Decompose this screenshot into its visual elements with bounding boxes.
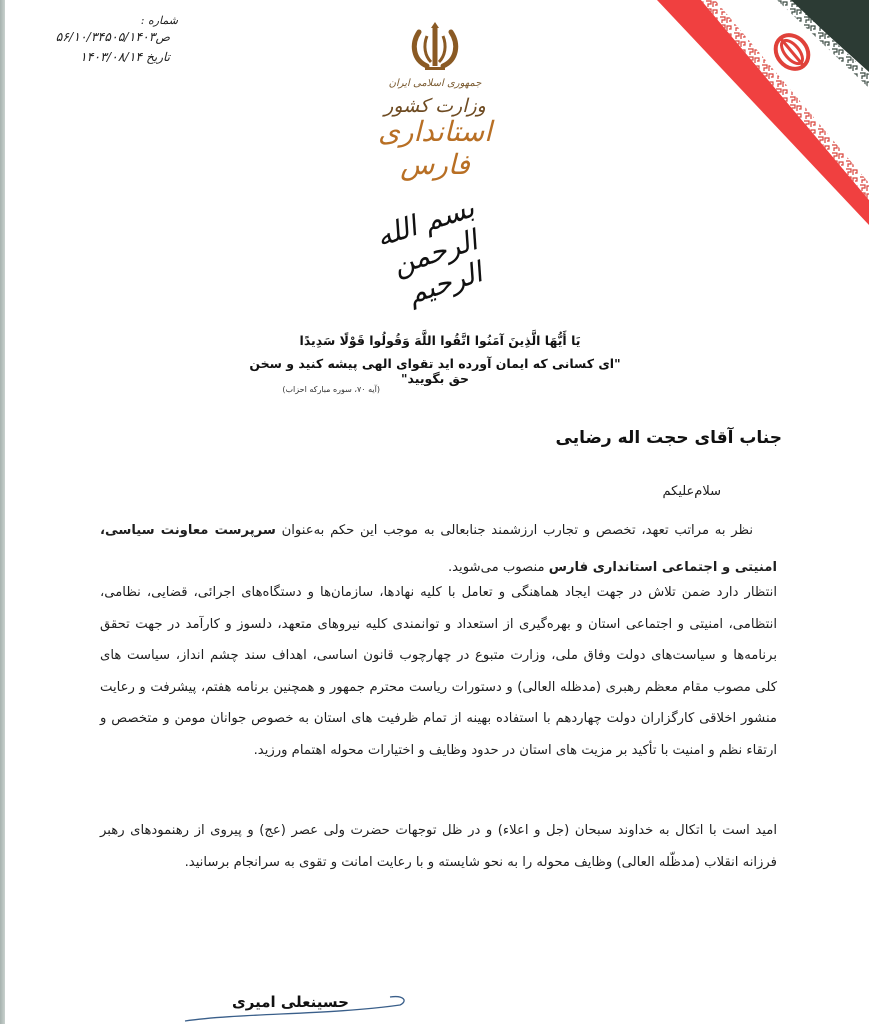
flag-emblem-icon [769,29,815,76]
reference-block [50,14,178,67]
closing-paragraph: امید است با اتکال به خداوند سبحان (جل و اعلاء) و در ظل توجهات حضرت ولی عصر (عج) و پیروی از رهنمودهای رهبر فرزانه انقلاب (مدظّله العالی) وظایف محوله را به نحو شایسته و با رعایت امانت و تقوی به سرانجام برسانید. [100,823,777,870]
para1-text-a: نظر به مراتب تعهد، تخصص و تجارب ارزشمند جنابعالی به موجب این حکم به‌عنوان [275,523,753,538]
date-label: تاریخ [146,50,170,64]
number-prefix: ص [155,30,170,44]
appointment-paragraph [100,512,777,586]
appointment-position: سرپرست معاونت سیاسی، امنیتی و اجتماعی استانداری فارس [100,523,777,575]
iran-flag-corner [649,0,869,230]
number-label: شماره : [140,14,178,27]
reference-date [50,47,170,67]
ministry-title: وزارت کشور [384,95,486,117]
republic-title: جمهوری اسلامی ایران [388,78,482,89]
quran-verse-translation: "ای کسانی که ایمان آورده اید تقوای الهی پیشه کنید و سخن حق بگویید" [249,356,621,386]
number-value: ۵۶/۱۰/۳۴۵۰۵/۱۴۰۳ [55,29,156,44]
verse-reference: (آیه ۷۰، سوره مبارکه احزاب) [282,385,380,394]
basmala-calligraphy: بسم الله الرحمن الرحیم [372,190,487,311]
greeting: سلام‌علیکم [662,484,721,499]
signatory-name: حسینعلی امیری [232,993,349,1011]
governorate-title: استانداری فارس [378,115,492,181]
date-value: ۱۴۰۳/۰۸/۱۴ [79,49,143,64]
para1-text-b: منصوب می‌شوید. [447,560,549,575]
letterhead [340,22,530,181]
reference-number [50,27,170,47]
scan-edge-strip [0,0,5,1024]
recipient-heading: جناب آقای حجت اله رضایی [555,428,782,448]
iran-emblem-icon [409,22,461,72]
expectations-paragraph: انتظار دارد ضمن تلاش در جهت ایجاد هماهنگی و تعامل با کلیه نهادها، سازمان‌ها و دستگاه‌های اجرائی، قضایی، نظامی، انتظامی، امنیتی و اجتماعی استان و بهره‌گیری از استعداد و توانمندی کلیه نیروهای متعهد، دلسوز و کارآمد در جهت تحقق برنامه‌ها و سیاست‌های دولت وفاق ملی، وزارت متبوع در چهارچوب قانون اساسی، اهداف سند چشم انداز، سیاست های کلی مصوب مقام معظم رهبری (مدظله العالی) و دستورات ریاست محترم جمهور و همچنین برنامه هفتم، پیشرفت و رعایت منشور اخلاقی کارگزاران دولت چهاردهم با استفاده بهینه از تمام ظرفیت های استان به خصوص جوانان مومن و متخصص و ارتقاء نظم و امنیت با تأکید بر مزیت های استان در حدود وظایف و اختیارات محوله اهتمام ورزید. [100,585,777,758]
quran-verse-arabic: يَا أَيُّهَا الَّذِينَ آمَنُوا اتَّقُوا اللَّهَ وَقُولُوا قَوْلًا سَدِيدًا [299,333,581,348]
